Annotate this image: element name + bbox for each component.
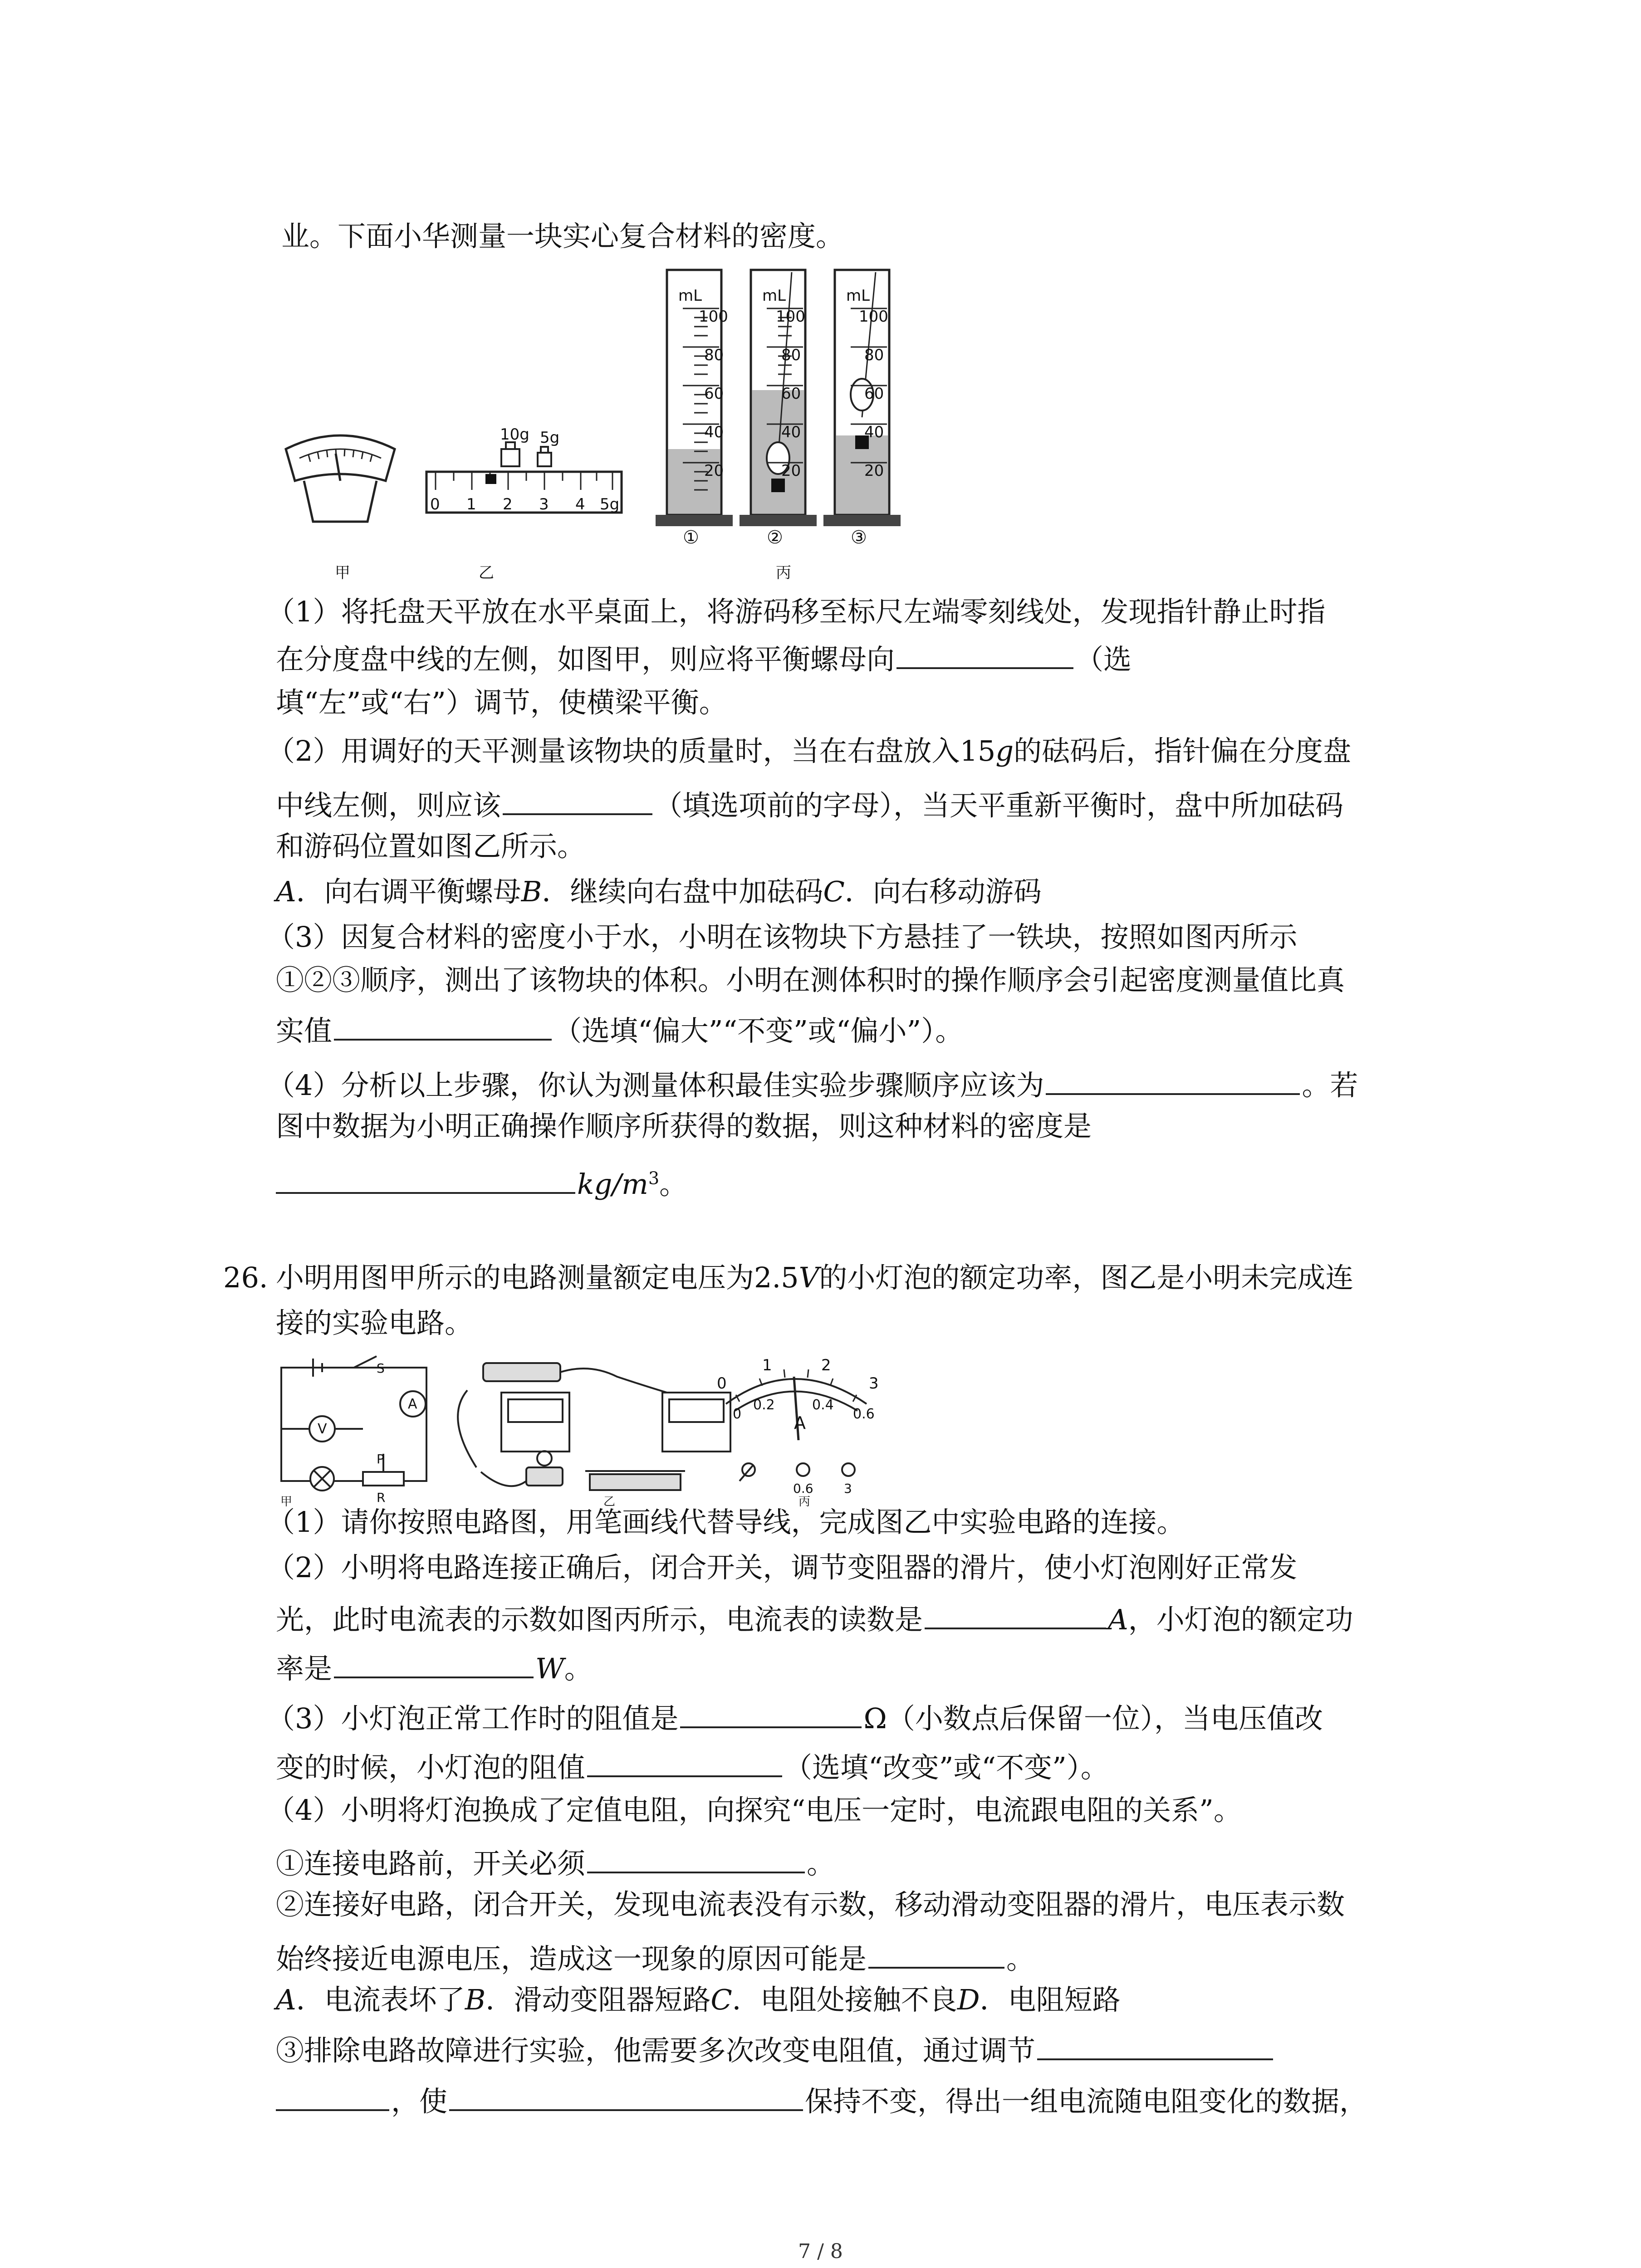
schematic-slider-label: P bbox=[377, 1452, 384, 1466]
q26-blank-resistance[interactable] bbox=[680, 1700, 862, 1728]
weight-5g: 5g bbox=[540, 429, 560, 447]
meter-unit-a: A bbox=[794, 1413, 806, 1433]
q26-options: A．电流表坏了B．滑动变阻器短路C．电阻处接触不良D．电阻短路 bbox=[276, 1983, 1121, 2016]
q26-blank-adjust-cont[interactable] bbox=[276, 2083, 389, 2111]
q26-stem-line1: 小明用图甲所示的电路测量额定电压为2.5V的小灯泡的额定功率，图乙是小明未完成连 bbox=[276, 1261, 1354, 1294]
q25-p1-line1: （1）将托盘天平放在水平桌面上，将游码移至标尺左端零刻线处，发现指针静止时指 bbox=[267, 595, 1326, 628]
meter-inner-02: 0.2 bbox=[753, 1397, 775, 1413]
q25-p3-line1: （3）因复合材料的密度小于水，小明在该物块下方悬挂了一铁块，按照如图丙所示 bbox=[267, 920, 1298, 953]
cyl2-unit: mL bbox=[762, 287, 786, 305]
cyl1-unit: mL bbox=[678, 287, 702, 305]
q26-p4: （4）小明将灯泡换成了定值电阻，向探究“电压一定时，电流跟电阻的关系”。 bbox=[267, 1794, 1242, 1827]
page-number: 7 / 8 bbox=[798, 2240, 843, 2263]
q26-stem-line2: 接的实验电路。 bbox=[276, 1306, 473, 1339]
q26-number: 26. bbox=[223, 1261, 268, 1294]
balance-dial bbox=[286, 435, 395, 522]
schematic-voltmeter-label: V bbox=[318, 1421, 327, 1437]
circ-2: ② bbox=[767, 527, 783, 548]
q25-p4-line1: （4）分析以上步骤，你认为测量体积最佳实验步骤顺序应该为 。若 bbox=[267, 1067, 1358, 1100]
meter-inner-06: 0.6 bbox=[853, 1406, 875, 1422]
cyl3-tick-100: 100 bbox=[859, 308, 888, 326]
ruler-tick-1: 1 bbox=[466, 495, 476, 513]
q26-p1: （1）请你按照电路图，用笔画线代替导线，完成图乙中实验电路的连接。 bbox=[267, 1505, 1185, 1539]
cyl2-tick-40: 40 bbox=[781, 423, 801, 441]
meter-outer-2: 2 bbox=[821, 1356, 831, 1374]
q25-p2-line2: 中线左侧，则应该 （填选项前的字母），当天平重新平衡时，盘中所加砝码 bbox=[276, 787, 1343, 820]
fig26-label-jia: 甲 bbox=[280, 1495, 293, 1509]
q26-blank-current[interactable] bbox=[925, 1601, 1106, 1629]
schematic-ammeter-label: A bbox=[408, 1396, 417, 1412]
q26-s3-line1: ③排除电路故障进行实验，他需要多次改变电阻值，通过调节 bbox=[276, 2032, 1275, 2065]
ruler-tick-3: 3 bbox=[539, 495, 549, 513]
q26-s1: ①连接电路前，开关必须 。 bbox=[276, 1845, 835, 1878]
cyl2-tick-100: 100 bbox=[776, 308, 805, 326]
label-yi: 乙 bbox=[479, 564, 494, 582]
q26-p3-line1: （3）小灯泡正常工作时的阻值是 Ω（小数点后保留一位），当电压值改 bbox=[267, 1700, 1323, 1733]
q25-p4-line2: 图中数据为小明正确操作顺序所获得的数据，则这种材料的密度是 bbox=[276, 1110, 1092, 1143]
ruler-tick-0: 0 bbox=[430, 495, 440, 513]
meter-inner-0: 0 bbox=[733, 1406, 742, 1422]
balance-ruler bbox=[426, 442, 622, 513]
q26-blank-constant[interactable] bbox=[449, 2083, 803, 2111]
ruler-tick-4: 4 bbox=[575, 495, 585, 513]
cyl1-tick-80: 80 bbox=[704, 346, 724, 364]
cyl1-tick-60: 60 bbox=[704, 385, 724, 403]
label-jia: 甲 bbox=[335, 564, 350, 582]
terminal-3: 3 bbox=[844, 1481, 852, 1496]
q25-p1-line2: 在分度盘中线的左侧，如图甲，则应将平衡螺母向 （选 bbox=[276, 641, 1132, 674]
terminal-06: 0.6 bbox=[793, 1481, 813, 1496]
figure-26-circuit bbox=[272, 1349, 907, 1504]
q26-blank-power[interactable] bbox=[334, 1650, 534, 1678]
q26-blank-fault[interactable] bbox=[868, 1941, 1004, 1969]
circ-1: ① bbox=[683, 527, 699, 548]
cyl3-tick-80: 80 bbox=[864, 346, 884, 364]
q25-p3-line2: ①②③顺序，测出了该物块的体积。小明在测体积时的操作顺序会引起密度测量值比真 bbox=[276, 963, 1345, 997]
cyl2-tick-60: 60 bbox=[781, 385, 801, 403]
label-bing: 丙 bbox=[776, 564, 791, 582]
circuit-schematic bbox=[281, 1356, 426, 1491]
circ-3: ③ bbox=[851, 527, 867, 548]
q26-p3-line2: 变的时候，小灯泡的阻值 （选填“改变”或“不变”）。 bbox=[276, 1749, 1109, 1782]
q25-blank-5[interactable] bbox=[276, 1166, 575, 1194]
intro-line: 业。下面小华测量一块实心复合材料的密度。 bbox=[281, 220, 844, 253]
q25-p4-line3: $kg/m^3$。 bbox=[276, 1166, 687, 1198]
cyl3-unit: mL bbox=[846, 287, 870, 305]
circuit-physical bbox=[458, 1363, 730, 1490]
cyl3-tick-20: 20 bbox=[864, 462, 884, 480]
cyl1-tick-40: 40 bbox=[704, 423, 724, 441]
q26-p2-line1: （2）小明将电路连接正确后，闭合开关，调节变阻器的滑片，使小灯泡刚好正常发 bbox=[267, 1551, 1298, 1584]
schematic-rheostat-label: R bbox=[377, 1490, 386, 1505]
q26-s3-line2: ，使 保持不变，得出一组电流随电阻变化的数据， bbox=[276, 2083, 1367, 2116]
meter-inner-04: 0.4 bbox=[812, 1397, 834, 1413]
ruler-tick-5g: 5g bbox=[600, 495, 620, 513]
cyl1-tick-20: 20 bbox=[704, 462, 724, 480]
q26-p2-line3: 率是 W。 bbox=[276, 1650, 593, 1683]
fig26-label-yi: 乙 bbox=[603, 1495, 616, 1509]
q25-blank-1[interactable] bbox=[896, 641, 1073, 669]
q26-blank-change[interactable] bbox=[587, 1749, 782, 1777]
q25-p1-line3: 填“左”或“右”）调节，使横梁平衡。 bbox=[276, 686, 727, 719]
cyl2-tick-80: 80 bbox=[781, 346, 801, 364]
meter-outer-3: 3 bbox=[869, 1374, 879, 1393]
cyl3-tick-40: 40 bbox=[864, 423, 884, 441]
schematic-switch-label: S bbox=[377, 1361, 385, 1376]
cyl1-tick-100: 100 bbox=[699, 308, 728, 326]
cyl2-tick-20: 20 bbox=[781, 462, 801, 480]
weight-10g: 10g bbox=[500, 425, 529, 444]
cyl3-tick-60: 60 bbox=[864, 385, 884, 403]
q25-blank-4[interactable] bbox=[1046, 1067, 1300, 1095]
ruler-tick-2: 2 bbox=[503, 495, 513, 513]
q25-p2-line1: （2）用调好的天平测量该物块的质量时，当在右盘放入15g的砝码后，指针偏在分度盘 bbox=[267, 734, 1352, 767]
q26-blank-adjust[interactable] bbox=[1037, 2032, 1273, 2060]
fig26-label-bing: 丙 bbox=[798, 1495, 811, 1509]
meter-outer-0: 0 bbox=[717, 1374, 727, 1393]
q26-p2-line2: 光，此时电流表的示数如图丙所示，电流表的读数是 A，小灯泡的额定功 bbox=[276, 1601, 1353, 1634]
meter-outer-1: 1 bbox=[762, 1356, 772, 1374]
q25-p2-line3: 和游码位置如图乙所示。 bbox=[276, 830, 586, 863]
q26-blank-switch[interactable] bbox=[587, 1845, 805, 1873]
q26-s2-line1: ②连接好电路，闭合开关，发现电流表没有示数，移动滑动变阻器的滑片，电压表示数 bbox=[276, 1888, 1345, 1921]
q25-blank-3[interactable] bbox=[334, 1012, 552, 1041]
q25-options: A．向右调平衡螺母B．继续向右盘中加砝码C．向右移动游码 bbox=[276, 875, 1042, 908]
q25-p3-line3: 实值 （选填“偏大”“不变”或“偏小”）。 bbox=[276, 1012, 963, 1045]
q26-s2-line2: 始终接近电源电压，造成这一现象的原因可能是 。 bbox=[276, 1941, 1034, 1973]
q25-blank-2[interactable] bbox=[503, 787, 652, 815]
